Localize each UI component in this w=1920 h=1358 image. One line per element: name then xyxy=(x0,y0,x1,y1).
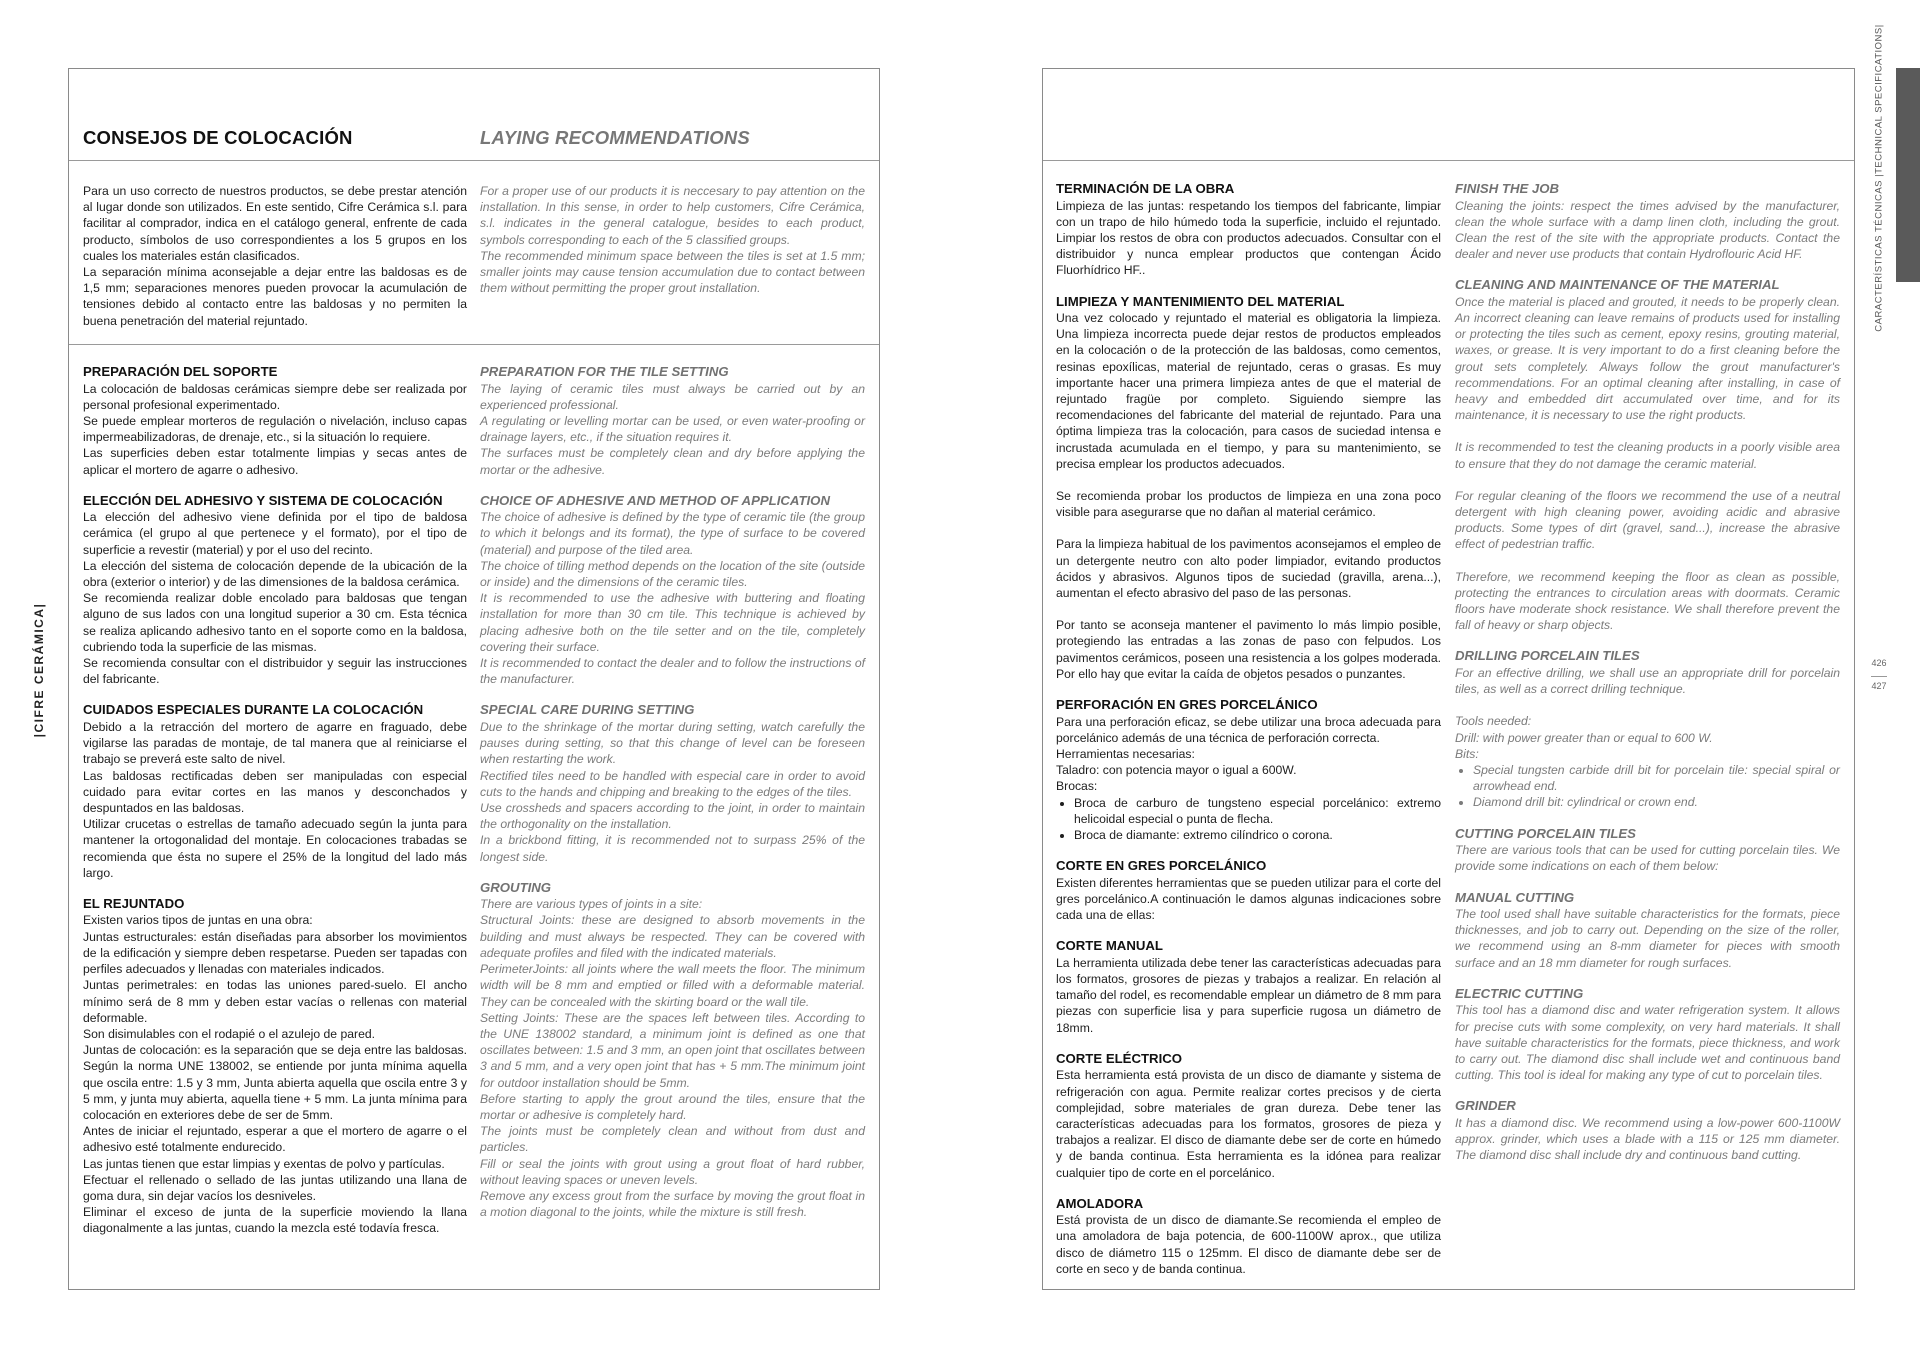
paragraph: It is recommended to use the adhesive with buttering and floating installation for more than 30 cm tile. This technique is achieved by placing adhesive both on the tile setter and on the tile, completely covering their surface. xyxy=(480,591,865,654)
paragraph: Las juntas tienen que estar limpias y exentas de polvo y partículas. xyxy=(83,1156,445,1171)
section-spine-text: CARACTERÍSTICAS TÉCNICAS |TECHNICAL SPECIFICATIONS| xyxy=(1873,24,1885,332)
paragraph: Para la limpieza habitual de los pavimentos aconsejamos el empleo de un detergente neutro con alto poder limpiador, evitando productos ácidos y abrasivos. Algunos tipos de suciedad (gravilla, arena...), aumentan el efecto abrasivo del paso de las personas. xyxy=(1056,537,1441,601)
section-manual-cutting xyxy=(1455,890,1840,971)
section-eleccion-adhesivo xyxy=(83,493,467,688)
section-heading: PERFORACIÓN EN GRES PORCELÁNICO xyxy=(1056,697,1318,713)
section-cleaning xyxy=(1455,277,1840,633)
section-corte-electrico xyxy=(1056,1051,1441,1181)
section-perforacion xyxy=(1056,697,1441,843)
paragraph: Juntas de colocación: es la separación que se deja entre las baldosas. Según la norma UNE 138002, se entiende por junta mínima aquella que oscila entre: 1.5 y 3 mm, Junta abierta aquella que oscila entre 3 y 5 mm, y junta muy abierta, aquella tiene + 5 mm. La junta mínima para colocación en exteriores debe de ser de 5mm. xyxy=(83,1043,467,1122)
paragraph: Juntas perimetrales: en todas las uniones pared-suelo. El ancho mínimo será de 8 mm y deben estar vacías o rellenas con material deformable. xyxy=(83,978,467,1025)
section-rejuntado xyxy=(83,896,467,1237)
drill-bit-list xyxy=(1455,762,1840,811)
paragraph: Taladro: con potencia mayor o igual a 600W. xyxy=(1056,763,1297,778)
intro-es-p1: Para un uso correcto de nuestros productos, se debe prestar atención al lugar donde son utilizados. En este sentido, Cifre Cerámica s.l. para facilitar al comprador, indica en el catálogo general, enfrente de cada producto, símbolos de uso correspondientes a los 5 grupos en los cuales los materiales están clasificados. xyxy=(83,184,467,263)
section-heading: CLEANING AND MAINTENANCE OF THE MATERIAL xyxy=(1455,277,1780,293)
section-grouting xyxy=(480,880,865,1221)
paragraph: It is recommended to test the cleaning products in a poorly visible area to ensure that they do not damage the ceramic material. xyxy=(1455,440,1840,471)
section-drilling xyxy=(1455,648,1840,810)
paragraph: Para una perforación eficaz, se debe utilizar una broca adecuada para porcelánico además de una técnica de perforación correcta. xyxy=(1056,714,1441,745)
intro-en-p1: For a proper use of our products it is neccesary to pay attention on the installation. In this sense, in order to help customers, Cifre Cerámica, s.l. indicates in the general catalogue, besides to each product, symbols corresponding to each of the 5 classified groups. xyxy=(480,184,865,247)
intro-en-p2: The recommended minimum space between the tiles is set at 1.5 mm; smaller joints may cause tension accumulation due to contact between them without permitting the proper grout installation. xyxy=(480,248,865,296)
section-electric-cutting xyxy=(1455,986,1840,1084)
paragraph: Fill or seal the joints with grout using a grout float of hard rubber, without leaving spaces or uneven levels. xyxy=(480,1156,865,1187)
paragraph: Therefore, we recommend keeping the floor as clean as possible, protecting the entrances to circulation areas with doormats. Ceramic floors have moderate shock resistance. We shall therefore prevent the fall of heavy or sharp objects. xyxy=(1455,569,1840,633)
brand-text: |CIFRE CERÁMICA| xyxy=(32,602,46,738)
page-title-es: CONSEJOS DE COLOCACIÓN xyxy=(83,127,353,148)
left-page xyxy=(68,68,880,1290)
paragraph: Rectified tiles need to be handled with especial care in order to avoid cuts to the hands and chipping and breaking to the edges of the tiles. xyxy=(480,768,865,799)
section-heading: ELECTRIC CUTTING xyxy=(1455,985,1584,1001)
list-item: • Broca de carburo de tungsteno especial porcelánico: extremo helicoidal especial o punta de flecha. xyxy=(1074,795,1441,827)
section-terminacion xyxy=(1056,181,1441,279)
paragraph: A regulating or levelling mortar can be used, or even water-proofing or drainage layers, etc., if the situation requires it. xyxy=(480,413,865,445)
paragraph: Las superficies deben estar totalmente limpias y secas antes de aplicar el mortero de agarre o adhesivo. xyxy=(83,446,467,477)
paragraph: La colocación de baldosas cerámicas siempre debe ser realizada por personal profesional experimentado. xyxy=(83,381,467,412)
list-item: • Broca de diamante: extremo cilíndrico o corona. xyxy=(1074,827,1441,843)
paragraph: The choice of adhesive is defined by the type of ceramic tile (the group to which it belongs and its format), the type of surface to be covered (material) and purpose of the tiled area. xyxy=(480,510,865,557)
section-heading: SPECIAL CARE DURING SETTING xyxy=(480,702,695,718)
paragraph: Efectuar el rellenado o sellado de las juntas utilizando una llana de goma dura, sin dejar vacíos los desniveles. xyxy=(83,1172,467,1203)
paragraph: Una vez colocado y rejuntado el material es obligatoria la limpieza. Una limpieza incorrecta puede dejar restos de productos empleados en la colocación o de la protección de las baldosas, como cementos, resinas epoxílicas, material de rejuntado, ceras o grasas. Es muy importante hacer una primera limpieza antes de que el material de rejuntado fragüe por completo. Siguiendo siempre las recomendaciones del fabricante del material de rejuntado. Para una óptima limpieza tras la colocación, para casos de suciedad intensa e incrustada acumulada en el tiempo, y para su mantenimiento, se precisa emplear los productos adecuados. xyxy=(1056,311,1441,471)
section-heading: CUIDADOS ESPECIALES DURANTE LA COLOCACIÓN xyxy=(83,702,424,718)
intro-es xyxy=(83,183,467,329)
paragraph: Remove any excess grout from the surface by moving the grout float in a motion diagonal to the joints, while the mixture is still fresh. xyxy=(480,1188,865,1220)
brand-spine-label xyxy=(28,560,50,780)
paragraph: Son disimulables con el rodapié o el azulejo de pared. xyxy=(83,1026,376,1041)
paragraph: La elección del sistema de colocación depende de la ubicación de la obra (exterior o interior) y de las dimensiones de la baldosa cerámica. xyxy=(83,558,467,590)
paragraph: The surfaces must be completely clean and dry before applying the mortar or the adhesive. xyxy=(480,446,865,477)
section-finish xyxy=(1455,181,1840,262)
section-corte xyxy=(1056,858,1441,923)
spine-tab-marker xyxy=(1896,68,1920,282)
paragraph: The laying of ceramic tiles must always be carried out by an experienced professional. xyxy=(480,381,865,412)
paragraph: There are various types of joints in a site: xyxy=(480,897,703,912)
section-heading: GROUTING xyxy=(480,879,552,895)
intro-es-p2: La separación mínima aconsejable a dejar entre las baldosas es de 1,5 mm; separaciones menores pueden provocar la acumulación de tensiones debido al contacto entre las baldosas y no permiten la buena penetración del material rejuntado. xyxy=(83,265,467,328)
paragraph: For regular cleaning of the floors we recommend the use of a neutral detergent with high cleaning power, avoiding acidic and abrasive products. Some types of dirt (gravel, sand...), increase the abrasive effect of pedestrian traffic. xyxy=(1455,488,1840,552)
paragraph: Se recomienda realizar doble encolado para baldosas que tengan alguno de sus lados con una longitud superior a 30 cm. Esta técnica se realiza aplicando adhesivo tanto en el soporte como en la baldosa, cubriendo toda la superficie de las mismas. xyxy=(83,591,467,654)
section-grinder xyxy=(1455,1098,1840,1163)
paragraph: The choice of tilling method depends on the location of the site (outside or inside) and the dimensions of the ceramic tiles. xyxy=(480,558,865,590)
paragraph: PerimeterJoints: all joints where the wall meets the floor. The minimum width will be 8 mm and emptied or filled with a deformable material. They can be concealed with the skirting board or the wall tile. xyxy=(480,962,865,1009)
section-heading: CHOICE OF ADHESIVE AND METHOD OF APPLICATION xyxy=(480,492,830,508)
paragraph: Está provista de un disco de diamante.Se recomienda el empleo de una amoladora de baja potencia, de 600-1100W aprox., que utiliza disco de diámetro 115 o 125mm. El disco de diamante debe ser de corte en seco y de banda continua. xyxy=(1056,1213,1441,1276)
paragraph: Utilizar crucetas o estrellas de tamaño adecuado según la junta para mantener la ortogonalidad del montaje. En colocaciones trabadas se recomienda que ésta no supere el 25% de la longitud del lado más largo. xyxy=(83,817,467,880)
section-choice-adhesive xyxy=(480,493,865,688)
paragraph: Use crossheds and spacers according to the joint, in order to maintain the orthogonality on the installation. xyxy=(480,800,865,832)
paragraph: Cleaning the joints: respect the times advised by the manufacturer, clean the whole surface with a damp linen cloth, including the grout. Clean the rest of the site with the appropriate products. Contact the dealer and never use products that contain Hydroflouric Acid HF. xyxy=(1455,198,1840,262)
section-cuidados xyxy=(83,702,467,881)
intro-en xyxy=(480,183,865,296)
section-heading: FINISH THE JOB xyxy=(1455,181,1560,196)
section-heading: CORTE EN GRES PORCELÁNICO xyxy=(1056,858,1267,874)
paragraph: Herramientas necesarias: xyxy=(1056,746,1195,761)
section-corte-manual xyxy=(1056,938,1441,1036)
paragraph: Las baldosas rectificadas deben ser manipuladas con especial cuidado para evitar cortes en las manos y desconchados y despuntados en las baldosas. xyxy=(83,768,467,815)
section-heading: ELECCIÓN DEL ADHESIVO Y SISTEMA DE COLOCACIÓN xyxy=(83,492,443,508)
paragraph: Brocas: xyxy=(1056,779,1098,794)
paragraph: There are various tools that can be used for cutting porcelain tiles. We provide some indications on each of them below: xyxy=(1455,843,1840,874)
paragraph: Tools needed: xyxy=(1455,714,1532,729)
paragraph: In a brickbond fitting, it is recommended not to surpass 25% of the longest side. xyxy=(480,833,865,864)
paragraph: Se puede emplear morteros de regulación o nivelación, incluso capas impermeabilizadoras, de drenaje, etc., si la situación lo requiere. xyxy=(83,413,467,445)
paragraph: Structural Joints: these are designed to absorb movements in the building and must always be respected. They can be covered with adequate profiles and filed with the indicated materials. xyxy=(480,913,865,960)
paragraph: Se recomienda probar los productos de limpieza en una zona poco visible para asegurarse que no dañan al material cerámico. xyxy=(1056,489,1441,520)
section-special-care xyxy=(480,702,865,864)
paragraph: The tool used shall have suitable characteristics for the formats, piece thicknesses, and job to carry out. Depending on the size of the roller, we recommend using an 8-mm diameter for pieces with smooth surface and an 18 mm diameter for rough surfaces. xyxy=(1455,907,1840,970)
paragraph: For an effective drilling, we shall use an appropriate drill for porcelain tiles, as well as a correct drilling technique. xyxy=(1455,665,1840,697)
paragraph: Drill: with power greater than or equal to 600 W. xyxy=(1455,730,1713,745)
paragraph: Before starting to apply the grout around the tiles, ensure that the mortar or adhesive is completely hard. xyxy=(480,1091,865,1122)
section-heading: DRILLING PORCELAIN TILES xyxy=(1455,648,1640,664)
title-divider xyxy=(69,160,879,161)
section-preparacion xyxy=(83,364,467,478)
paragraph: It has a diamond disc. We recommend using a low-power 600-1100W approx. grinder, which uses a blade with a 115 or 125 mm diameter. The diamond disc shall include dry and continuous band cutting. xyxy=(1455,1115,1840,1163)
drill-bit-list xyxy=(1056,795,1441,844)
section-heading: PREPARATION FOR THE TILE SETTING xyxy=(480,364,729,379)
section-preparation xyxy=(480,364,865,478)
paragraph: Esta herramienta está provista de un disco de diamante y sistema de refrigeración con agua. Permite realizar cortes precisos y de cierta complejidad, sobre materiales de gran dureza. Debe tener las características adecuadas para los formatos, grosores de pieza y trabajos a realizar. El disco de diamante debe ser de corte en húmedo y de banda continua. Esta herramienta es la idónea para realizar cualquier tipo de corte en el porcelánico. xyxy=(1056,1068,1441,1180)
sections-en-column xyxy=(480,364,865,1235)
section-heading: LIMPIEZA Y MANTENIMIENTO DEL MATERIAL xyxy=(1056,293,1345,309)
right-en-column xyxy=(1455,181,1840,1178)
paragraph: Debido a la retracción del mortero de agarre en fraguado, debe vigilarse las paradas de montaje, de tal manera que al reiniciarse el trabajo se preverá este salto de nivel. xyxy=(83,719,467,767)
section-spine-label xyxy=(1868,24,1890,332)
right-es-column xyxy=(1056,181,1441,1292)
section-limpieza xyxy=(1056,294,1441,683)
paragraph: Due to the shrinkage of the mortar during setting, watch carefully the pauses during setting, so that this change of level can be foreseen when restarting the work. xyxy=(480,719,865,767)
paragraph: Eliminar el exceso de junta de la superficie moviendo la llana diagonalmente a las juntas, cuando la mezcla esté todavía fresca. xyxy=(83,1205,467,1236)
paragraph: Existen diferentes herramientas que se pueden utilizar para el corte del gres porcelánico.A continuación le damos algunas indicaciones sobre cada una de ellas: xyxy=(1056,875,1441,923)
section-heading: CORTE MANUAL xyxy=(1056,938,1163,954)
section-heading: TERMINACIÓN DE LA OBRA xyxy=(1056,181,1235,196)
page-number-divider xyxy=(1871,676,1887,677)
section-heading: EL REJUNTADO xyxy=(83,895,185,911)
paragraph: The joints must be completely clean and without from dust and particles. xyxy=(480,1124,865,1155)
intro-divider xyxy=(69,344,879,345)
sections-es-column xyxy=(83,364,467,1252)
section-heading: AMOLADORA xyxy=(1056,1195,1144,1211)
paragraph: La elección del adhesivo viene definida por el tipo de baldosa cerámica (el grupo al que pertenece y el formato), por el tipo de superficie a revestir (material) y por el uso del recinto. xyxy=(83,510,467,557)
section-heading: PREPARACIÓN DEL SOPORTE xyxy=(83,364,278,379)
paragraph: Juntas estructurales: están diseñadas para absorber los movimientos de la edificación y siempre deben respetarse. Pueden ser tapadas con perfiles adecuados y llenadas con materiales indicados. xyxy=(83,929,467,977)
header-divider xyxy=(1043,160,1854,161)
page-number-left: 426 xyxy=(1871,658,1887,668)
paragraph: Once the material is placed and grouted, it needs to be properly clean. An incorrect cleaning can leave remains of products used for installing or protecting the tiles such as cement, epoxy resins, grouting material, waxes, or grease. It is very important to do a first cleaning before the grout sets completely. Always follow the grout manufacturer's recommendations. For an optimal cleaning after installing, in case of heavy and embedded dirt accumulated over time, and for its maintenance, it is necessary to use the right products. xyxy=(1455,294,1840,423)
list-item: • Special tungsten carbide drill bit for porcelain tile: special spiral or arrowhead end. xyxy=(1473,762,1840,794)
right-page xyxy=(1042,68,1855,1290)
section-heading: CORTE ELÉCTRICO xyxy=(1056,1050,1183,1066)
paragraph: Bits: xyxy=(1455,746,1479,761)
paragraph: It is recommended to contact the dealer and to follow the instructions of the manufacturer. xyxy=(480,656,865,687)
section-heading: GRINDER xyxy=(1455,1098,1516,1114)
paragraph: Por tanto se aconseja mantener el pavimento lo más limpio posible, protegiendo las entradas a las zonas de paso con felpudos. Los pavimentos cerámicos, poseen una resistencia a los golpes moderada. Por ello hay que evitar la caída de objetos pesados o punzantes. xyxy=(1056,618,1441,681)
section-amoladora xyxy=(1056,1196,1441,1277)
paragraph: Setting Joints: These are the spaces left between tiles. According to the UNE 138002 standard, a minimum joint is defined as one that oscillates between: 1.5 and 3 mm, an open joint that oscillates between 3 and 5 mm, and a very open joint that has + 5 mm.The minimum joint for outdoor installation should be 5mm. xyxy=(480,1010,865,1090)
list-item: • Diamond drill bit: cylindrical or crown end. xyxy=(1473,794,1840,810)
section-cutting xyxy=(1455,826,1840,875)
section-heading: MANUAL CUTTING xyxy=(1455,889,1575,905)
paragraph: Antes de iniciar el rejuntado, esperar a que el mortero de agarre o el adhesivo esté totalmente endurecido. xyxy=(83,1124,467,1155)
page-title-en: LAYING RECOMMENDATIONS xyxy=(480,127,750,148)
page-number-right: 427 xyxy=(1871,681,1887,691)
paragraph: La herramienta utilizada debe tener las características adecuadas para los formatos, grosores de piezas y trabajos a realizar. En relación al tamaño del rodel, es recomendable emplear un diámetro de 8 mm para piezas con superficie lisa y para superficie rugosa un diámetro de 18mm. xyxy=(1056,955,1441,1035)
paragraph: Limpieza de las juntas: respetando los tiempos del fabricante, limpiar con un trapo de hilo húmedo toda la superficie, incluido el rejuntado. Limpiar los restos de obra con productos adecuados. Consultar con el distribuidor y nunca emplear productos que contengan Ácido Fluorhídrico HF.. xyxy=(1056,198,1441,278)
paragraph: This tool has a diamond disc and water refrigeration system. It allows for precise cuts with some complexity, on very hard materials. It shall have suitable characteristics for the formats, piece thickness, and work to carry out. The diamond disc shall include wet and continuous band cutting. This tool is ideal for making any type of cut to porcelain tiles. xyxy=(1455,1003,1840,1083)
paragraph: Se recomienda consultar con el distribuidor y seguir las instrucciones del fabricante. xyxy=(83,656,467,687)
section-heading: CUTTING PORCELAIN TILES xyxy=(1455,825,1636,841)
paragraph: Existen varios tipos de juntas en una obra: xyxy=(83,913,313,928)
